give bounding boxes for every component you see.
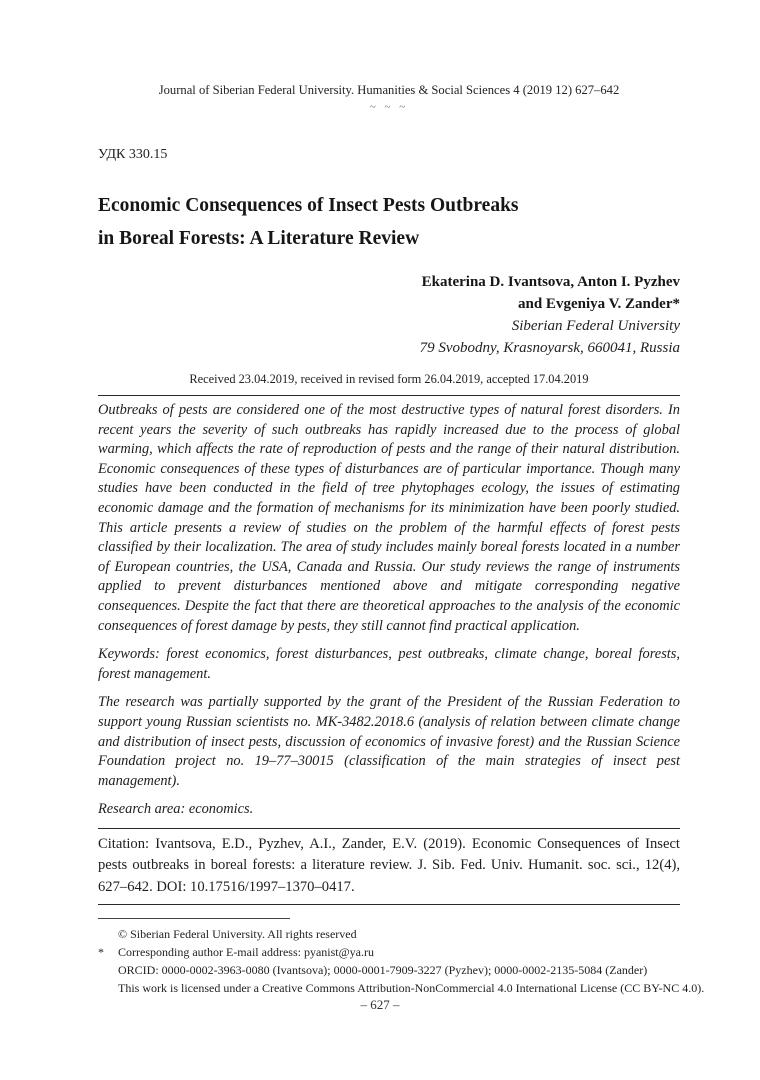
divider-citation-top	[98, 828, 680, 829]
affiliation-name: Siberian Federal University	[511, 318, 680, 334]
footnote-separator	[98, 918, 290, 919]
authors-line1: Ekaterina D. Ivantsova, Anton I. Pyzhev	[421, 274, 680, 290]
paper-title-line1: Economic Consequences of Insect Pests Outbreaks	[98, 195, 519, 216]
citation-text: Citation: Ivantsova, E.D., Pyzhev, A.I., Zander, E.V. (2019). Economic Consequences of Insect pests outbreaks in boreal forests: a literature review. J. Sib. Fed. Univ. Humanit. soc. sci., 12(4), 627–642. DOI: 10.17516/1997–1370–0417.	[98, 835, 680, 895]
authors-line2: and Evgeniya V. Zander*	[518, 296, 680, 312]
affiliation-address: 79 Svobodny, Krasnoyarsk, 660041, Russia	[419, 340, 680, 356]
funding-note: The research was partially supported by the grant of the President of the Russian Federation to support young Russian scientists no. MK-3482.2018.6 (analysis of relation between climate change and distribution of insect pests, discussion of economics of invasive forest) and the Russian Science Foundation project no. 19–77–30015 (classification of the main strategies of insect pest management).	[98, 694, 680, 789]
footnotes	[98, 925, 705, 997]
asterisk-marker: *	[98, 945, 104, 959]
paper-title	[98, 190, 680, 255]
keywords-text: Keywords: forest economics, forest disturbances, pest outbreaks, climate change, boreal forests, forest management.	[98, 646, 680, 682]
abstract-text: Outbreaks of pests are considered one of the most destructive types of natural forest disorders. In recent years the severity of such outbreaks has rapidly increased due to the process of global warming, which affects the rate of reproduction of pests and the range of their natural distribution. Economic consequences of these types of disturbances are of particular importance. Though many studies have been conducted in the field of tree phytophages ecology, the issues of estimating economic damage and the formation of mechanisms for its minimization have been poorly studied. This article presents a review of studies on the problem of the harmful effects of forest pests classified by their localization. The area of study includes mainly boreal forests located in a number of European countries, the USA, Canada and Russia. Our study reviews the range of instruments applied to prevent disturbances mentioned above and mitigate corresponding negative consequences. Despite the fact that there are theoretical approaches to the analysis of the economic consequences of forest damage by pests, they still cannot find practical application.	[98, 402, 680, 634]
authors	[98, 271, 680, 315]
license-line: This work is licensed under a Creative Commons Attribution-NonCommercial 4.0 International License (CC BY-NC 4.0).	[118, 981, 705, 995]
ornament-separator: ~ ~ ~	[369, 101, 409, 113]
footnote-block	[98, 918, 705, 997]
divider-citation-bottom	[98, 904, 680, 905]
udk-code: УДК 330.15	[98, 147, 168, 162]
affiliation	[98, 315, 680, 359]
research-area: Research area: economics.	[98, 801, 254, 818]
received-dates: Received 23.04.2019, received in revised form 26.04.2019, accepted 17.04.2019	[189, 372, 589, 386]
paper-title-line2: in Boreal Forests: A Literature Review	[98, 227, 420, 249]
orcid-line: ORCID: 0000-0002-3963-0080 (Ivantsova); 0000-0001-7909-3227 (Pyzhev); 0000-0002-2135-5084 (Zander)	[118, 963, 648, 977]
divider-abstract-top	[98, 395, 680, 396]
copyright-line: © Siberian Federal University. All rights reserved	[118, 927, 357, 941]
page-content	[98, 0, 680, 905]
corresponding-author-line: * Corresponding author E-mail address: pyanist@ya.ru	[98, 945, 374, 959]
page-number: – 627 –	[360, 997, 400, 1012]
journal-header: Journal of Siberian Federal University. Humanities & Social Sciences 4 (2019 12) 627–642	[158, 83, 620, 97]
